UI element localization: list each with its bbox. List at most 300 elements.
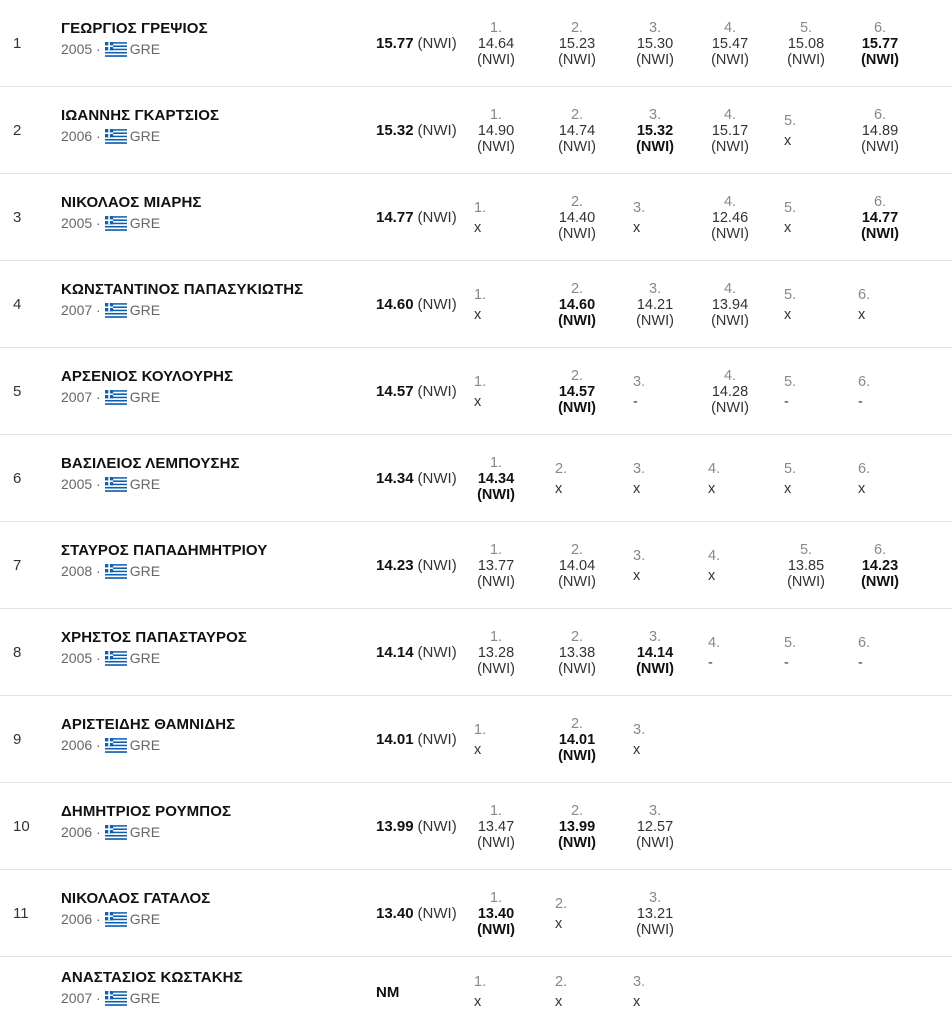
- country-code: GRE: [129, 737, 161, 753]
- country-code: GRE: [129, 215, 161, 231]
- birth-year: 2007: [61, 302, 93, 318]
- attempt-cell: [633, 957, 693, 1027]
- attempt-number: 2.: [570, 715, 584, 732]
- attempt-wind: (NWI): [711, 225, 749, 242]
- country-code: GRE: [129, 41, 161, 57]
- athlete-info: [61, 281, 303, 318]
- attempt-number: 1.: [474, 721, 487, 738]
- best-mark-wind: (NWI): [417, 905, 457, 922]
- attempt-mark: 14.74: [558, 122, 596, 139]
- attempt-number: 4.: [708, 460, 721, 477]
- athlete-meta: [61, 563, 267, 579]
- rank-number: 6: [13, 470, 22, 487]
- attempt-cell: [708, 522, 768, 609]
- attempt-number: 5.: [784, 634, 797, 651]
- athlete-meta: [61, 824, 231, 840]
- country-code: GRE: [129, 389, 161, 405]
- attempt-mark: 14.28: [711, 383, 749, 400]
- attempt-cell: [784, 348, 844, 435]
- attempt-cell: [858, 261, 918, 348]
- best-mark-value: 15.32: [376, 122, 414, 139]
- attempt-mark: x: [555, 994, 563, 1010]
- result-row: [0, 522, 952, 609]
- attempt-number: 2.: [570, 367, 584, 384]
- athlete-meta: [61, 911, 210, 927]
- attempt-cell: [700, 261, 760, 348]
- attempt-number: 2.: [570, 280, 584, 297]
- attempt-wind: (NWI): [477, 834, 515, 851]
- attempt-mark: 14.57: [558, 383, 596, 400]
- attempt-wind: (NWI): [711, 399, 749, 416]
- rank-number: 7: [13, 557, 22, 574]
- attempt-cell: [700, 348, 760, 435]
- result-row: [0, 957, 952, 1027]
- athlete-name[interactable]: ΑΡΣΕΝΙΟΣ ΚΟΥΛΟΥΡΗΣ: [61, 368, 234, 385]
- birth-year: 2005: [61, 476, 93, 492]
- attempt-number: 4.: [723, 193, 737, 210]
- best-mark-value: 14.34: [376, 470, 414, 487]
- athlete-name[interactable]: ΧΡΗΣΤΟΣ ΠΑΠΑΣΤΑΥΡΟΣ: [61, 629, 248, 646]
- attempt-number: 6.: [858, 286, 871, 303]
- attempt-cell: [474, 696, 534, 783]
- attempt-number: 1.: [489, 802, 503, 819]
- attempt-wind: (NWI): [477, 921, 515, 938]
- attempt-mark: -: [858, 654, 863, 671]
- attempt-wind: (NWI): [861, 138, 899, 155]
- attempt-mark: 15.23: [558, 35, 596, 52]
- athlete-meta: [61, 737, 235, 753]
- attempt-mark: x: [474, 741, 482, 758]
- athlete-meta: [61, 302, 303, 318]
- result-row: [0, 435, 952, 522]
- best-mark-value: 14.23: [376, 557, 414, 574]
- attempt-number: 2.: [555, 460, 568, 477]
- result-row: [0, 261, 952, 348]
- athlete-info: [61, 107, 219, 144]
- attempt-mark: -: [784, 654, 789, 671]
- result-row: [0, 783, 952, 870]
- attempt-wind: (NWI): [711, 138, 749, 155]
- attempt-cell: [474, 174, 534, 261]
- athlete-info: [61, 803, 231, 840]
- greece-flag-icon: [105, 216, 127, 231]
- attempt-mark: 15.30: [636, 35, 674, 52]
- meta-separator: ·: [92, 302, 101, 318]
- attempt-number: 4.: [708, 634, 721, 651]
- attempt-number: 4.: [723, 106, 737, 123]
- athlete-meta: [61, 41, 208, 57]
- attempt-cell: [625, 783, 685, 870]
- attempt-number: 6.: [858, 634, 871, 651]
- birth-year: 2005: [61, 41, 93, 57]
- attempt-number: 3.: [633, 721, 646, 738]
- attempt-mark: 12.46: [711, 209, 749, 226]
- best-mark: [376, 87, 457, 174]
- attempt-wind: (NWI): [477, 51, 515, 68]
- best-mark-value: NM: [376, 983, 400, 1001]
- result-row: [0, 609, 952, 696]
- attempt-mark: x: [474, 994, 482, 1010]
- best-mark: [376, 609, 457, 696]
- birth-year: 2006: [61, 737, 93, 753]
- attempt-cell: [474, 348, 534, 435]
- attempt-cell: [555, 870, 615, 957]
- athlete-name[interactable]: ΒΑΣΙΛΕΙΟΣ ΛΕΜΠΟΥΣΗΣ: [61, 455, 240, 472]
- attempt-number: 2.: [555, 895, 568, 912]
- attempt-number: 5.: [784, 199, 797, 216]
- athlete-name[interactable]: ΚΩΝΣΤΑΝΤΙΝΟΣ ΠΑΠΑΣΥΚΙΩΤΗΣ: [61, 281, 304, 298]
- rank-number: 2: [13, 122, 22, 139]
- attempt-cell: [466, 87, 526, 174]
- attempt-number: 3.: [633, 974, 646, 990]
- attempt-number: 2.: [570, 541, 584, 558]
- attempt-cell: [547, 783, 607, 870]
- attempt-number: 6.: [858, 373, 871, 390]
- attempt-wind: (NWI): [477, 486, 515, 503]
- country-code: GRE: [129, 650, 161, 666]
- attempt-mark: x: [784, 219, 792, 236]
- meta-separator: ·: [92, 650, 101, 666]
- attempt-cell: [850, 522, 910, 609]
- attempt-wind: (NWI): [711, 51, 749, 68]
- meta-separator: ·: [92, 389, 101, 405]
- best-mark-value: 14.60: [376, 296, 414, 313]
- athlete-name[interactable]: ΓΕΩΡΓΙΟΣ ΓΡΕΨΙΟΣ: [61, 20, 208, 37]
- best-mark-wind: (NWI): [417, 731, 457, 748]
- attempt-cell: [466, 783, 526, 870]
- best-mark-value: 13.99: [376, 818, 414, 835]
- greece-flag-icon: [105, 912, 127, 927]
- attempt-number: 4.: [708, 547, 721, 564]
- attempt-wind: (NWI): [636, 660, 674, 677]
- attempt-number: 1.: [489, 628, 503, 645]
- athlete-meta: [61, 215, 202, 231]
- attempt-number: 2.: [570, 628, 584, 645]
- athlete-info: [61, 20, 208, 57]
- attempt-mark: 13.38: [558, 644, 596, 661]
- attempt-cell: [784, 261, 844, 348]
- attempt-number: 1.: [474, 373, 487, 390]
- attempt-number: 6.: [873, 193, 887, 210]
- attempt-cell: [633, 348, 693, 435]
- attempt-cell: [784, 87, 844, 174]
- attempt-number: 3.: [633, 460, 646, 477]
- attempt-wind: (NWI): [558, 138, 596, 155]
- attempt-number: 5.: [784, 286, 797, 303]
- attempt-cell: [700, 0, 760, 87]
- attempt-number: 4.: [723, 280, 737, 297]
- attempt-number: 2.: [570, 802, 584, 819]
- attempt-number: 3.: [648, 889, 662, 906]
- birth-year: 2007: [61, 990, 93, 1006]
- attempt-wind: (NWI): [636, 921, 674, 938]
- attempt-mark: x: [633, 567, 641, 584]
- athlete-info: [61, 716, 235, 753]
- attempt-mark: x: [474, 306, 482, 323]
- result-row: [0, 348, 952, 435]
- attempt-cell: [625, 0, 685, 87]
- country-code: GRE: [129, 128, 161, 144]
- rank-number: 10: [13, 818, 30, 835]
- attempt-cell: [474, 957, 534, 1027]
- meta-separator: ·: [92, 215, 101, 231]
- attempt-cell: [784, 174, 844, 261]
- attempt-mark: 12.57: [636, 818, 674, 835]
- attempt-wind: (NWI): [558, 399, 596, 416]
- attempt-mark: x: [474, 219, 482, 236]
- attempt-number: 6.: [858, 460, 871, 477]
- attempt-mark: 14.34: [477, 470, 515, 487]
- attempt-cell: [625, 87, 685, 174]
- attempt-mark: x: [784, 132, 792, 149]
- result-row: [0, 0, 952, 87]
- athlete-info: [61, 890, 210, 927]
- best-mark-value: 14.01: [376, 731, 414, 748]
- attempt-mark: x: [633, 219, 641, 236]
- attempt-number: 1.: [489, 889, 503, 906]
- best-mark-wind: (NWI): [417, 818, 457, 835]
- meta-separator: ·: [92, 563, 101, 579]
- attempt-wind: (NWI): [558, 225, 596, 242]
- athlete-name[interactable]: ΙΩΑΝΝΗΣ ΓΚΑΡΤΣΙΟΣ: [61, 107, 220, 124]
- attempt-cell: [633, 696, 693, 783]
- best-mark-wind: (NWI): [417, 296, 457, 313]
- meta-separator: ·: [92, 990, 101, 1006]
- country-code: GRE: [129, 302, 161, 318]
- attempt-mark: 15.47: [711, 35, 749, 52]
- attempt-number: 1.: [489, 106, 503, 123]
- attempt-mark: 14.01: [558, 731, 596, 748]
- athlete-info: [61, 368, 233, 405]
- attempt-cell: [625, 870, 685, 957]
- country-code: GRE: [129, 563, 161, 579]
- attempt-mark: 14.14: [636, 644, 674, 661]
- greece-flag-icon: [105, 390, 127, 405]
- best-mark: [376, 261, 457, 348]
- result-row: [0, 696, 952, 783]
- attempt-cell: [776, 0, 836, 87]
- greece-flag-icon: [105, 651, 127, 666]
- attempt-mark: x: [784, 306, 792, 323]
- attempt-number: 4.: [723, 367, 737, 384]
- attempt-mark: 14.40: [558, 209, 596, 226]
- attempt-mark: 14.90: [477, 122, 515, 139]
- attempt-cell: [858, 609, 918, 696]
- attempt-cell: [547, 174, 607, 261]
- rank-number: 8: [13, 644, 22, 661]
- attempt-cell: [547, 696, 607, 783]
- attempt-cell: [466, 870, 526, 957]
- attempt-mark: 13.21: [636, 905, 674, 922]
- athlete-name[interactable]: ΑΡΙΣΤΕΙΔΗΣ ΘΑΜΝΙΔΗΣ: [61, 716, 236, 733]
- athlete-name[interactable]: ΔΗΜΗΤΡΙΟΣ ΡΟΥΜΠΟΣ: [61, 803, 232, 820]
- result-row: [0, 870, 952, 957]
- athlete-info: [61, 194, 202, 231]
- athlete-info: [61, 455, 240, 492]
- attempt-mark: -: [708, 654, 713, 671]
- attempt-wind: (NWI): [636, 312, 674, 329]
- greece-flag-icon: [105, 303, 127, 318]
- attempt-mark: x: [858, 306, 866, 323]
- attempt-wind: (NWI): [558, 747, 596, 764]
- attempt-mark: x: [633, 741, 641, 758]
- athlete-name[interactable]: ΑΝΑΣΤΑΣΙΟΣ ΚΩΣΤΑΚΗΣ: [61, 969, 243, 986]
- best-mark-value: 14.77: [376, 209, 414, 226]
- attempt-mark: x: [555, 480, 563, 497]
- attempt-mark: 14.64: [477, 35, 515, 52]
- result-row: [0, 87, 952, 174]
- attempt-mark: 13.40: [477, 905, 515, 922]
- attempt-cell: [850, 174, 910, 261]
- birth-year: 2008: [61, 563, 93, 579]
- attempt-number: 1.: [489, 19, 503, 36]
- attempt-number: 3.: [648, 628, 662, 645]
- best-mark: [376, 783, 457, 870]
- attempt-cell: [466, 522, 526, 609]
- attempt-cell: [633, 435, 693, 522]
- attempt-wind: (NWI): [558, 312, 596, 329]
- meta-separator: ·: [92, 911, 101, 927]
- attempt-cell: [547, 87, 607, 174]
- attempt-number: 3.: [648, 19, 662, 36]
- attempt-wind: (NWI): [477, 573, 515, 590]
- best-mark-wind: (NWI): [417, 35, 457, 52]
- athlete-meta: [61, 990, 243, 1006]
- attempt-number: 1.: [474, 199, 487, 216]
- athlete-info: [61, 629, 247, 666]
- best-mark-wind: (NWI): [417, 383, 457, 400]
- attempt-number: 3.: [633, 547, 646, 564]
- attempt-mark: x: [708, 480, 716, 497]
- attempt-number: 5.: [784, 460, 797, 477]
- attempt-mark: 13.77: [477, 557, 515, 574]
- rank-number: 1: [13, 35, 22, 52]
- best-mark-wind: (NWI): [417, 122, 457, 139]
- best-mark: [376, 870, 457, 957]
- attempt-cell: [547, 522, 607, 609]
- attempt-mark: 13.99: [558, 818, 596, 835]
- athlete-name[interactable]: ΝΙΚΟΛΑΟΣ ΓΑΤΑΛΟΣ: [61, 890, 211, 907]
- attempt-mark: 14.77: [861, 209, 899, 226]
- attempt-number: 6.: [873, 541, 887, 558]
- birth-year: 2005: [61, 215, 93, 231]
- attempt-cell: [858, 348, 918, 435]
- attempt-number: 3.: [648, 106, 662, 123]
- athlete-meta: [61, 650, 247, 666]
- attempt-mark: 14.89: [861, 122, 899, 139]
- attempt-cell: [633, 174, 693, 261]
- attempt-wind: (NWI): [787, 573, 825, 590]
- attempt-wind: (NWI): [861, 51, 899, 68]
- best-mark: [376, 696, 457, 783]
- attempt-number: 3.: [633, 373, 646, 390]
- attempt-cell: [700, 174, 760, 261]
- athlete-name[interactable]: ΝΙΚΟΛΑΟΣ ΜΙΑΡΗΣ: [61, 194, 202, 211]
- best-mark-wind: (NWI): [417, 644, 457, 661]
- attempt-wind: (NWI): [787, 51, 825, 68]
- attempt-cell: [547, 0, 607, 87]
- attempt-mark: 14.23: [861, 557, 899, 574]
- best-mark: [376, 522, 457, 609]
- attempt-mark: 15.32: [636, 122, 674, 139]
- attempt-mark: x: [784, 480, 792, 497]
- best-mark: [376, 435, 457, 522]
- best-mark-wind: (NWI): [417, 470, 457, 487]
- attempt-number: 1.: [474, 286, 487, 303]
- attempt-wind: (NWI): [636, 51, 674, 68]
- greece-flag-icon: [105, 825, 127, 840]
- rank-number: 4: [13, 296, 22, 313]
- rank-number: 9: [13, 731, 22, 748]
- athlete-meta: [61, 476, 240, 492]
- attempt-cell: [850, 0, 910, 87]
- greece-flag-icon: [105, 738, 127, 753]
- attempt-cell: [474, 261, 534, 348]
- attempt-number: 2.: [570, 19, 584, 36]
- attempt-mark: 13.94: [711, 296, 749, 313]
- attempt-wind: (NWI): [636, 138, 674, 155]
- attempt-mark: 13.28: [477, 644, 515, 661]
- attempt-cell: [547, 609, 607, 696]
- best-mark: [376, 0, 457, 87]
- best-mark-value: 13.40: [376, 905, 414, 922]
- rank-number: 5: [13, 383, 22, 400]
- country-code: GRE: [129, 476, 161, 492]
- attempt-cell: [625, 609, 685, 696]
- greece-flag-icon: [105, 129, 127, 144]
- athlete-info: [61, 542, 267, 579]
- attempt-mark: 15.17: [711, 122, 749, 139]
- attempt-cell: [708, 435, 768, 522]
- attempt-mark: x: [633, 994, 641, 1010]
- rank-number: 3: [13, 209, 22, 226]
- attempt-mark: 14.21: [636, 296, 674, 313]
- attempt-number: 5.: [799, 19, 813, 36]
- attempt-wind: (NWI): [558, 660, 596, 677]
- attempt-wind: (NWI): [711, 312, 749, 329]
- attempt-number: 5.: [799, 541, 813, 558]
- attempt-cell: [547, 261, 607, 348]
- best-mark: [376, 174, 457, 261]
- attempt-number: 4.: [723, 19, 737, 36]
- attempt-number: 6.: [873, 106, 887, 123]
- best-mark-value: 15.77: [376, 35, 414, 52]
- birth-year: 2006: [61, 824, 93, 840]
- best-mark: [376, 957, 403, 1027]
- attempt-number: 2.: [555, 974, 568, 990]
- attempt-cell: [784, 435, 844, 522]
- country-code: GRE: [129, 990, 161, 1006]
- attempt-wind: (NWI): [477, 138, 515, 155]
- meta-separator: ·: [92, 41, 101, 57]
- best-mark-wind: (NWI): [417, 557, 457, 574]
- attempt-cell: [466, 435, 526, 522]
- attempt-wind: (NWI): [861, 573, 899, 590]
- birth-year: 2007: [61, 389, 93, 405]
- attempt-number: 5.: [784, 373, 797, 390]
- greece-flag-icon: [105, 477, 127, 492]
- attempt-number: 3.: [648, 802, 662, 819]
- attempt-mark: -: [633, 393, 638, 410]
- best-mark-value: 14.14: [376, 644, 414, 661]
- greece-flag-icon: [105, 991, 127, 1006]
- best-mark-value: 14.57: [376, 383, 414, 400]
- attempt-mark: x: [633, 480, 641, 497]
- athlete-name[interactable]: ΣΤΑΥΡΟΣ ΠΑΠΑΔΗΜΗΤΡΙΟΥ: [61, 542, 268, 559]
- birth-year: 2006: [61, 128, 93, 144]
- attempt-cell: [625, 261, 685, 348]
- attempt-mark: 15.08: [787, 35, 825, 52]
